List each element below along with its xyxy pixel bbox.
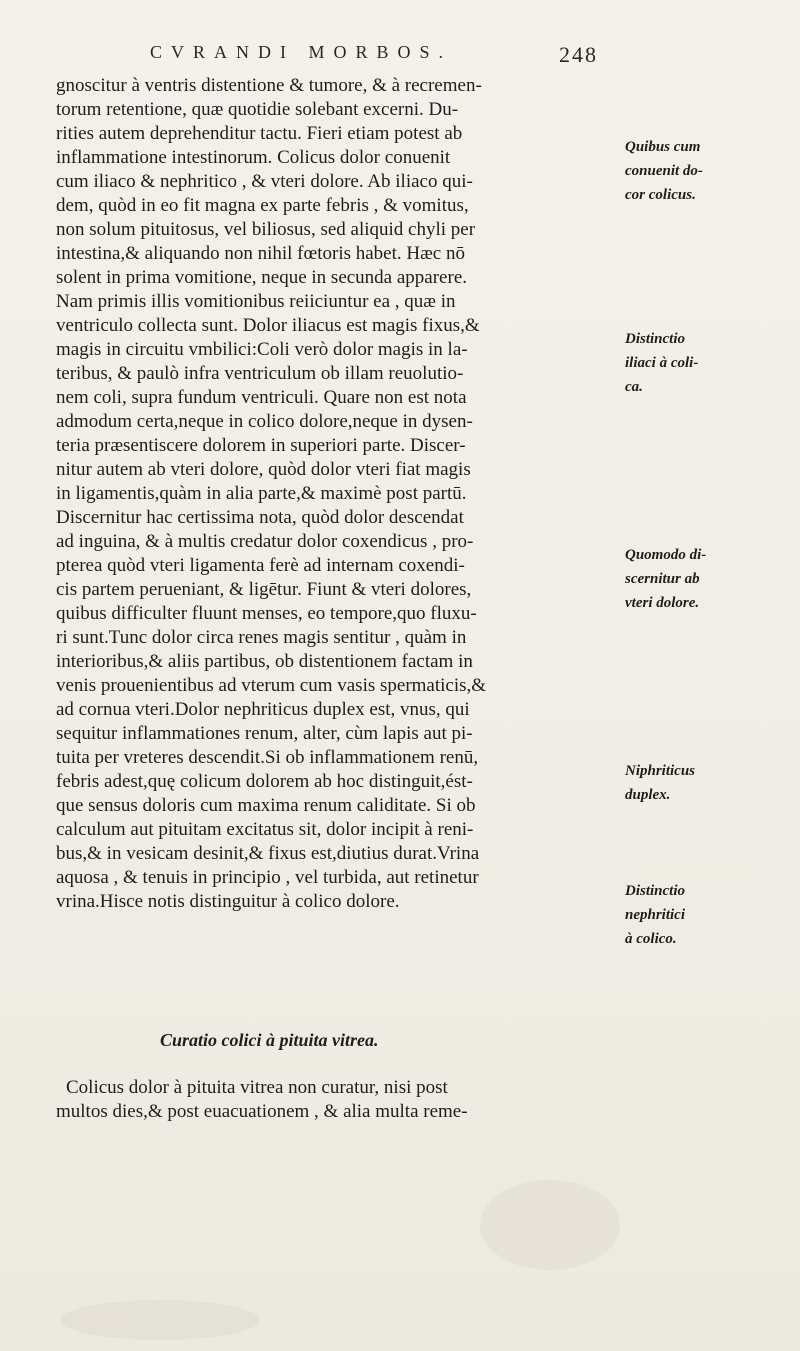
margin-note-line: iliaci à coli- [625, 355, 699, 371]
text-line: cum iliaco & nephritico , & vteri dolore. Ab iliaco qui- [56, 171, 473, 192]
running-head: CVRANDI MORBOS. [150, 42, 453, 62]
margin-note-line: duplex. [625, 787, 671, 803]
margin-note-line: ca. [625, 379, 643, 395]
margin-note-line: Distinctio [625, 331, 686, 347]
text-line: bus,& in vesicam desinit,& fixus est,diutius durat.Vrina [56, 843, 480, 864]
text-line: teria præsentiscere dolorem in superiori parte. Discer- [56, 435, 466, 456]
text-line: non solum pituitosus, vel biliosus, sed aliquid chyli per [56, 219, 476, 240]
text-line: dem, quòd in eo fit magna ex parte febris , & vomitus, [56, 195, 469, 216]
margin-note-line: Niphriticus [625, 763, 696, 779]
text-line: inflammatione intestinorum. Colicus dolor conuenit [56, 147, 451, 168]
text-line: in ligamentis,quàm in alia parte,& maximè post partū. [56, 483, 467, 504]
margin-note-line: nephritici [625, 907, 686, 923]
text-line: calculum aut pituitam excitatus sit, dolor incipit à reni- [56, 819, 474, 840]
text-line: admodum certa,neque in colico dolore,neque in dysen- [56, 411, 473, 432]
text-line: ad inguina, & à multis credatur dolor coxendicus , pro- [56, 531, 474, 552]
margin-note-line: cor colicus. [625, 187, 696, 203]
text-line: ad cornua vteri.Dolor nephriticus duplex est, vnus, qui [56, 699, 470, 720]
text-line: ri sunt.Tunc dolor circa renes magis sentitur , quàm in [56, 627, 467, 648]
paper-stain [480, 1180, 620, 1270]
section-heading: Curatio colici à pituita vitrea. [160, 1030, 379, 1050]
text-line: nitur autem ab vteri dolore, quòd dolor vteri fiat magis [56, 459, 471, 480]
text-line: venis prouenientibus ad vterum cum vasis spermaticis,& [56, 675, 487, 696]
text-line: cis partem perueniant, & ligētur. Fiunt & vteri dolores, [56, 579, 472, 600]
text-line: quibus difficulter fluunt menses, eo tempore,quo fluxu- [56, 603, 477, 624]
text-line: sequitur inflammationes renum, alter, cùm lapis aut pi- [56, 723, 473, 744]
text-line: solent in prima vomitione, neque in secunda apparere. [56, 267, 468, 288]
page-number: 248 [559, 42, 598, 67]
margin-note-line: conuenit do- [625, 163, 703, 179]
margin-note-line: vteri dolore. [625, 595, 700, 611]
text-line: interioribus,& aliis partibus, ob distentionem factam in [56, 651, 473, 672]
margin-note-line: Quibus cum [625, 139, 701, 155]
text-line: pterea quòd vteri ligamenta ferè ad internam coxendi- [56, 555, 465, 576]
margin-note-line: Distinctio [625, 883, 686, 899]
text-line: magis in circuitu vmbilici:Coli verò dolor magis in la- [56, 339, 468, 360]
margin-note-line: scernitur ab [625, 571, 700, 587]
text-line: vrina.Hisce notis distinguitur à colico dolore. [56, 891, 400, 912]
text-line: teribus, & paulò infra ventriculum ob illam reuolutio- [56, 363, 464, 384]
text-line: gnoscitur à ventris distentione & tumore, & à recremen- [56, 75, 482, 96]
text-line: Colicus dolor à pituita vitrea non curatur, nisi post [66, 1077, 448, 1098]
text-line: Discernitur hac certissima nota, quòd dolor descendat [56, 507, 464, 528]
margin-note-line: à colico. [625, 931, 677, 947]
text-line: ventriculo collecta sunt. Dolor iliacus est magis fixus,& [56, 315, 480, 336]
text-line: que sensus doloris cum maxima renum caliditate. Si ob [56, 795, 476, 816]
paper-stain [60, 1300, 260, 1340]
margin-note-line: Quomodo di- [625, 547, 707, 563]
text-line: aquosa , & tenuis in principio , vel turbida, aut retinetur [56, 867, 479, 888]
text-line: torum retentione, quæ quotidie solebant excerni. Du- [56, 99, 459, 120]
text-line: febris adest,quę colicum dolorem ab hoc distinguit,ést- [56, 771, 473, 792]
text-line: nem coli, supra fundum ventriculi. Quare non est nota [56, 387, 467, 408]
text-line: rities autem deprehenditur tactu. Fieri etiam potest ab [56, 123, 463, 144]
text-line: intestina,& aliquando non nihil fœtoris habet. Hæc nō [56, 243, 465, 264]
text-line: multos dies,& post euacuationem , & alia multa reme- [56, 1101, 468, 1122]
text-line: tuita per vreteres descendit.Si ob inflammationem renū, [56, 747, 479, 768]
text-line: Nam primis illis vomitionibus reiiciuntur ea , quæ in [56, 291, 456, 312]
